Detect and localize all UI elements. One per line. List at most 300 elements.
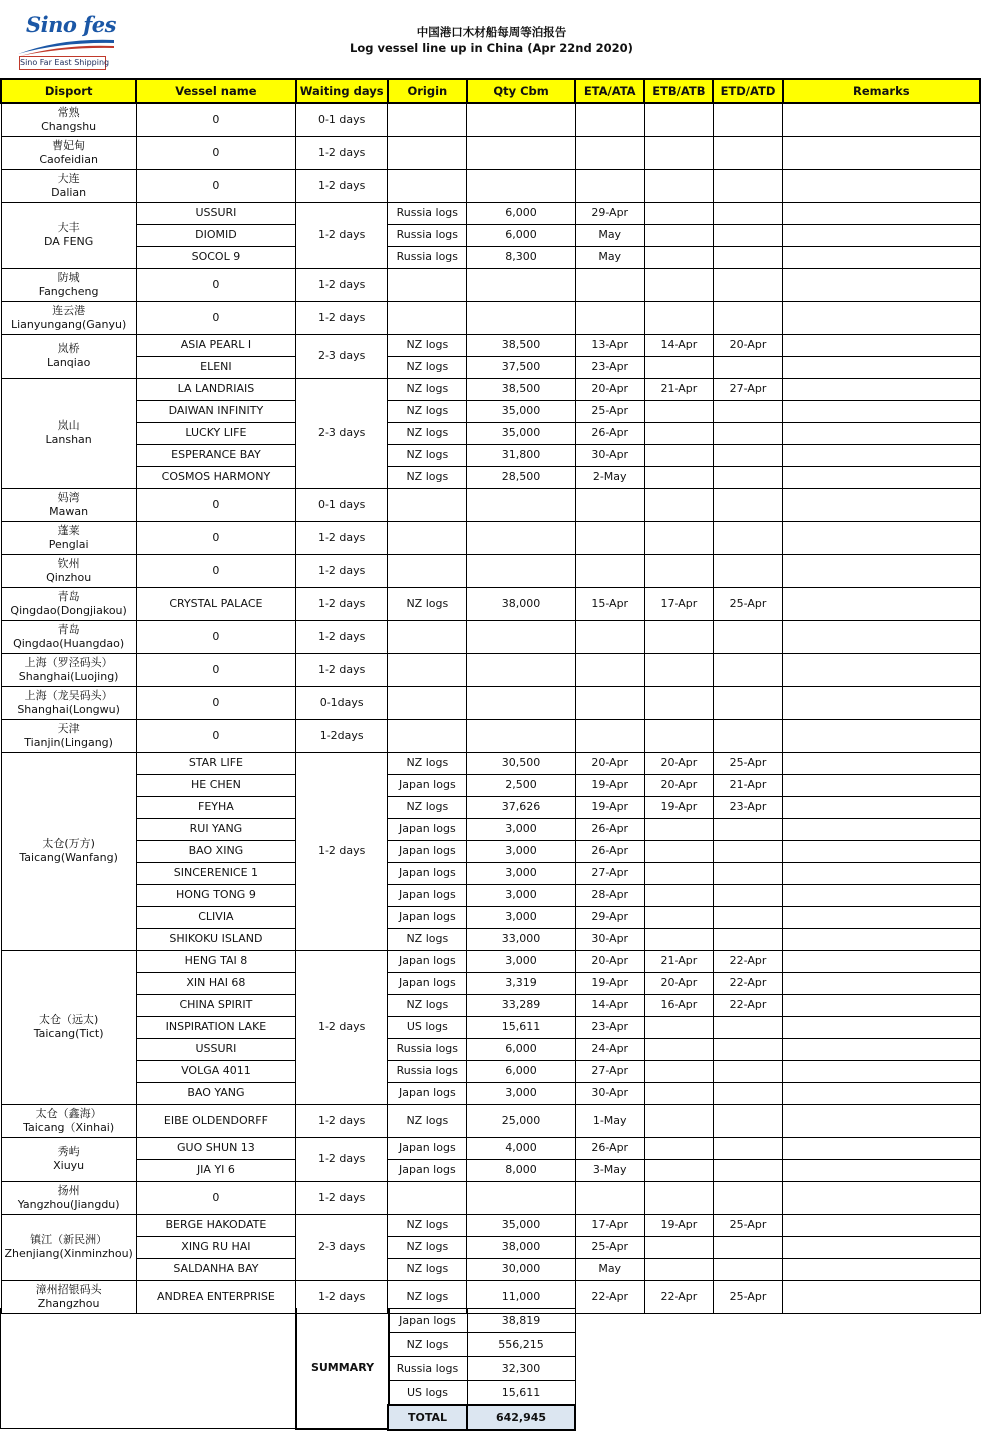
disport-name-cn: 太仓（鑫海） <box>35 1106 102 1120</box>
eta-ata <box>575 136 644 169</box>
qty-cbm: 3,000 <box>467 906 575 928</box>
disport-name-cn: 漳州招银码头 <box>35 1282 102 1296</box>
remarks <box>783 202 980 224</box>
vessel-name: COSMOS HARMONY <box>136 466 295 488</box>
remarks <box>783 400 980 422</box>
qty-cbm: 4,000 <box>467 1137 575 1159</box>
qty-cbm: 3,000 <box>467 818 575 840</box>
disport-cell <box>1 103 136 136</box>
summary-row <box>388 1357 575 1381</box>
qty-cbm: 3,000 <box>467 1082 575 1104</box>
origin <box>388 554 467 587</box>
etd-atd <box>713 620 782 653</box>
disport-name-en: Qinzhou <box>46 570 92 584</box>
table-row <box>1 400 980 422</box>
qty-cbm: 30,500 <box>467 752 575 774</box>
qty-cbm: 38,000 <box>467 1236 575 1258</box>
origin: Russia logs <box>388 1060 467 1082</box>
table-row <box>1 752 980 774</box>
eta-ata: 29-Apr <box>575 906 644 928</box>
disport-cell <box>1 752 136 950</box>
eta-ata: May <box>575 224 644 246</box>
origin: NZ logs <box>388 587 467 620</box>
waiting-days: 1-2 days <box>296 136 388 169</box>
etd-atd: 25-Apr <box>713 1214 782 1236</box>
header-origin: Origin <box>388 79 467 103</box>
origin: Japan logs <box>388 950 467 972</box>
etb-atb <box>644 719 713 752</box>
etd-atd <box>713 1104 782 1137</box>
eta-ata <box>575 554 644 587</box>
etb-atb <box>644 1258 713 1280</box>
qty-cbm: 6,000 <box>467 1060 575 1082</box>
origin: US logs <box>388 1016 467 1038</box>
table-row <box>1 103 980 136</box>
qty-cbm <box>467 103 575 136</box>
waiting-days: 1-2 days <box>296 202 388 268</box>
waiting-days: 1-2 days <box>296 301 388 334</box>
origin: NZ logs <box>388 378 467 400</box>
remarks <box>783 268 980 301</box>
disport-name-en: Xiuyu <box>53 1159 85 1172</box>
vessel-name: 0 <box>136 103 295 136</box>
qty-cbm: 3,000 <box>467 884 575 906</box>
eta-ata: 26-Apr <box>575 1137 644 1159</box>
remarks <box>783 686 980 719</box>
disport-name-en: Shanghai(Longwu) <box>17 702 120 716</box>
qty-cbm: 11,000 <box>467 1280 575 1313</box>
summary-row <box>388 1309 575 1333</box>
etb-atb <box>644 1038 713 1060</box>
etb-atb <box>644 554 713 587</box>
etb-atb <box>644 840 713 862</box>
etb-atb: 21-Apr <box>644 378 713 400</box>
remarks <box>783 752 980 774</box>
disport-name-cn: 青岛 <box>57 589 80 603</box>
table-row <box>1 1181 980 1214</box>
remarks <box>783 1016 980 1038</box>
summary-origin: US logs <box>388 1381 467 1406</box>
header-remarks: Remarks <box>783 79 980 103</box>
eta-ata: 26-Apr <box>575 818 644 840</box>
etd-atd <box>713 906 782 928</box>
eta-ata <box>575 301 644 334</box>
remarks <box>783 1236 980 1258</box>
eta-ata: 26-Apr <box>575 422 644 444</box>
vessel-name: STAR LIFE <box>136 752 295 774</box>
remarks <box>783 774 980 796</box>
disport-name-cn: 妈湾 <box>57 490 80 504</box>
qty-cbm <box>467 521 575 554</box>
qty-cbm <box>467 488 575 521</box>
disport-cell <box>1 653 136 686</box>
qty-cbm <box>467 301 575 334</box>
origin: Japan logs <box>388 906 467 928</box>
origin: NZ logs <box>388 1104 467 1137</box>
table-row <box>1 136 980 169</box>
vessel-name: 0 <box>136 719 295 752</box>
etd-atd <box>713 400 782 422</box>
etd-atd <box>713 818 782 840</box>
eta-ata: 30-Apr <box>575 1082 644 1104</box>
waiting-days: 1-2 days <box>296 521 388 554</box>
waiting-days: 1-2 days <box>296 950 388 1104</box>
remarks <box>783 356 980 378</box>
etd-atd <box>713 928 782 950</box>
disport-name-en: Shanghai(Luojing) <box>18 669 119 683</box>
eta-ata <box>575 268 644 301</box>
remarks <box>783 554 980 587</box>
disport-name-cn: 上海（龙吴码头） <box>24 688 113 702</box>
summary-spacer <box>0 1308 295 1429</box>
eta-ata: 2-May <box>575 466 644 488</box>
remarks <box>783 103 980 136</box>
etd-atd <box>713 301 782 334</box>
etd-atd: 25-Apr <box>713 1280 782 1313</box>
remarks <box>783 1104 980 1137</box>
vessel-name: HE CHEN <box>136 774 295 796</box>
remarks <box>783 1214 980 1236</box>
etb-atb <box>644 202 713 224</box>
disport-name-en: Zhenjiang(Xinminzhou) <box>4 1247 133 1260</box>
etb-atb <box>644 422 713 444</box>
vessel-name: 0 <box>136 488 295 521</box>
etd-atd <box>713 444 782 466</box>
origin: NZ logs <box>388 928 467 950</box>
origin: Japan logs <box>388 862 467 884</box>
etb-atb <box>644 488 713 521</box>
remarks <box>783 1137 980 1159</box>
etd-atd <box>713 1038 782 1060</box>
disport-name-cn: 太仓（远太) <box>38 1013 99 1026</box>
origin <box>388 686 467 719</box>
etd-atd <box>713 719 782 752</box>
disport-name-cn: 钦州 <box>57 556 80 570</box>
eta-ata: 23-Apr <box>575 1016 644 1038</box>
table-row <box>1 1258 980 1280</box>
table-row <box>1 1082 980 1104</box>
origin: NZ logs <box>388 1280 467 1313</box>
etd-atd <box>713 422 782 444</box>
remarks <box>783 246 980 268</box>
table-row <box>1 334 980 356</box>
vessel-name: 0 <box>136 521 295 554</box>
vessel-name: 0 <box>136 653 295 686</box>
waiting-days: 1-2 days <box>296 620 388 653</box>
qty-cbm: 35,000 <box>467 422 575 444</box>
disport-cell <box>1 521 136 554</box>
eta-ata <box>575 719 644 752</box>
table-row <box>1 862 980 884</box>
origin: NZ logs <box>388 422 467 444</box>
remarks <box>783 928 980 950</box>
origin <box>388 301 467 334</box>
header-etb: ETB/ATB <box>644 79 713 103</box>
table-row <box>1 928 980 950</box>
disport-name-cn: 太仓(万方) <box>42 837 95 850</box>
disport-name-en: DA FENG <box>43 235 94 248</box>
disport-name-cn: 防城 <box>57 270 80 284</box>
etd-atd <box>713 466 782 488</box>
disport-name-en: Zhangzhou <box>37 1296 100 1310</box>
qty-cbm: 33,000 <box>467 928 575 950</box>
table-row <box>1 774 980 796</box>
disport-name-en: Qingdao(Dongjiakou) <box>10 603 127 617</box>
eta-ata: 29-Apr <box>575 202 644 224</box>
qty-cbm: 31,800 <box>467 444 575 466</box>
qty-cbm: 6,000 <box>467 224 575 246</box>
vessel-name: 0 <box>136 554 295 587</box>
etb-atb <box>644 444 713 466</box>
qty-cbm <box>467 653 575 686</box>
disport-cell <box>1 1137 136 1181</box>
table-row <box>1 840 980 862</box>
eta-ata: 26-Apr <box>575 840 644 862</box>
qty-cbm <box>467 554 575 587</box>
vessel-name: SHIKOKU ISLAND <box>136 928 295 950</box>
header-qty-cbm: Qty Cbm <box>467 79 575 103</box>
vessel-name: USSURI <box>136 202 295 224</box>
table-row <box>1 268 980 301</box>
qty-cbm <box>467 169 575 202</box>
table-row <box>1 521 980 554</box>
table-row <box>1 1159 980 1181</box>
disport-name-en: Fangcheng <box>38 284 99 298</box>
etd-atd <box>713 1258 782 1280</box>
remarks <box>783 224 980 246</box>
eta-ata <box>575 169 644 202</box>
disport-name-en: Caofeidian <box>39 152 98 166</box>
etb-atb: 22-Apr <box>644 1280 713 1313</box>
remarks <box>783 862 980 884</box>
waiting-days: 1-2 days <box>296 268 388 301</box>
qty-cbm: 38,000 <box>467 587 575 620</box>
origin <box>388 620 467 653</box>
table-header-row <box>1 79 980 103</box>
waiting-days: 1-2 days <box>296 554 388 587</box>
table-row <box>1 444 980 466</box>
vessel-name: DIOMID <box>136 224 295 246</box>
table-row <box>1 1214 980 1236</box>
etd-atd <box>713 1082 782 1104</box>
etd-atd: 20-Apr <box>713 334 782 356</box>
waiting-days: 1-2 days <box>296 169 388 202</box>
remarks <box>783 1038 980 1060</box>
eta-ata: 30-Apr <box>575 928 644 950</box>
waiting-days: 0-1 days <box>296 488 388 521</box>
qty-cbm: 25,000 <box>467 1104 575 1137</box>
disport-name-cn: 曹妃甸 <box>52 138 86 152</box>
remarks <box>783 521 980 554</box>
table-row <box>1 356 980 378</box>
waiting-days: 0-1days <box>296 686 388 719</box>
vessel-name: ASIA PEARL I <box>136 334 295 356</box>
etb-atb <box>644 301 713 334</box>
vessel-name: 0 <box>136 686 295 719</box>
table-row <box>1 246 980 268</box>
qty-cbm: 30,000 <box>467 1258 575 1280</box>
remarks <box>783 972 980 994</box>
origin: NZ logs <box>388 334 467 356</box>
vessel-name: LA LANDRIAIS <box>136 378 295 400</box>
eta-ata: 19-Apr <box>575 796 644 818</box>
etd-atd <box>713 1236 782 1258</box>
etd-atd <box>713 246 782 268</box>
vessel-name: BERGE HAKODATE <box>136 1214 295 1236</box>
qty-cbm: 8,000 <box>467 1159 575 1181</box>
disport-name-cn: 大连 <box>57 171 80 185</box>
eta-ata: 28-Apr <box>575 884 644 906</box>
etb-atb: 20-Apr <box>644 752 713 774</box>
disport-cell <box>1 136 136 169</box>
etb-atb <box>644 1104 713 1137</box>
vessel-name: XING RU HAI <box>136 1236 295 1258</box>
vessel-name: INSPIRATION LAKE <box>136 1016 295 1038</box>
etd-atd <box>713 653 782 686</box>
eta-ata: 22-Apr <box>575 1280 644 1313</box>
summary-qty: 32,300 <box>467 1357 575 1381</box>
etd-atd <box>713 1159 782 1181</box>
etb-atb: 16-Apr <box>644 994 713 1016</box>
origin: Russia logs <box>388 1038 467 1060</box>
etb-atb <box>644 862 713 884</box>
header-etd: ETD/ATD <box>713 79 782 103</box>
vessel-name: ESPERANCE BAY <box>136 444 295 466</box>
qty-cbm <box>467 1181 575 1214</box>
remarks <box>783 378 980 400</box>
summary-section <box>0 1308 981 1430</box>
table-row <box>1 1104 980 1137</box>
eta-ata: 1-May <box>575 1104 644 1137</box>
origin <box>388 169 467 202</box>
vessel-name: RUI YANG <box>136 818 295 840</box>
summary-origin: NZ logs <box>388 1333 467 1357</box>
disport-name-en: Lanqiao <box>46 356 91 369</box>
remarks <box>783 334 980 356</box>
remarks <box>783 1082 980 1104</box>
eta-ata: 20-Apr <box>575 950 644 972</box>
table-row <box>1 466 980 488</box>
table-row <box>1 653 980 686</box>
table-row <box>1 301 980 334</box>
origin <box>388 653 467 686</box>
etd-atd <box>713 862 782 884</box>
waiting-days: 2-3 days <box>296 1214 388 1280</box>
disport-name-cn: 青岛 <box>57 622 80 636</box>
summary-origin: Japan logs <box>388 1309 467 1333</box>
vessel-name: DAIWAN INFINITY <box>136 400 295 422</box>
vessel-name: 0 <box>136 301 295 334</box>
vessel-name: 0 <box>136 620 295 653</box>
origin: Japan logs <box>388 818 467 840</box>
qty-cbm: 35,000 <box>467 1214 575 1236</box>
qty-cbm <box>467 686 575 719</box>
etd-atd <box>713 1137 782 1159</box>
origin: Russia logs <box>388 246 467 268</box>
disport-name-cn: 蓬莱 <box>57 523 80 537</box>
origin: Japan logs <box>388 1082 467 1104</box>
disport-name-cn: 岚桥 <box>57 342 80 355</box>
header-waiting-days: Waiting days <box>296 79 388 103</box>
disport-name-en: Taicang(Wanfang) <box>19 851 118 864</box>
vessel-name: 0 <box>136 268 295 301</box>
origin: NZ logs <box>388 1214 467 1236</box>
etb-atb <box>644 1016 713 1038</box>
summary-label: SUMMARY <box>295 1308 390 1430</box>
etd-atd <box>713 169 782 202</box>
qty-cbm: 15,611 <box>467 1016 575 1038</box>
disport-cell <box>1 1181 136 1214</box>
eta-ata: 20-Apr <box>575 752 644 774</box>
origin <box>388 719 467 752</box>
etb-atb <box>644 521 713 554</box>
qty-cbm: 8,300 <box>467 246 575 268</box>
report-header <box>0 0 983 78</box>
table-row <box>1 994 980 1016</box>
waiting-days: 1-2 days <box>296 1137 388 1181</box>
disport-cell <box>1 378 136 488</box>
remarks <box>783 136 980 169</box>
remarks <box>783 1060 980 1082</box>
qty-cbm: 37,626 <box>467 796 575 818</box>
etb-atb: 20-Apr <box>644 774 713 796</box>
eta-ata: 15-Apr <box>575 587 644 620</box>
waiting-days: 1-2 days <box>296 1280 388 1313</box>
vessel-name: JIA YI 6 <box>136 1159 295 1181</box>
qty-cbm: 33,289 <box>467 994 575 1016</box>
vessel-name: 0 <box>136 1181 295 1214</box>
disport-name-cn: 大丰 <box>57 221 80 234</box>
eta-ata: May <box>575 246 644 268</box>
etd-atd: 23-Apr <box>713 796 782 818</box>
qty-cbm <box>467 719 575 752</box>
remarks <box>783 653 980 686</box>
disport-name-cn: 镇江（新民洲） <box>30 1233 108 1246</box>
logo-brand: Sino fes <box>26 12 116 37</box>
etb-atb: 21-Apr <box>644 950 713 972</box>
waiting-days: 1-2 days <box>296 653 388 686</box>
remarks <box>783 818 980 840</box>
etb-atb <box>644 928 713 950</box>
disport-name-cn: 扬州 <box>57 1183 80 1197</box>
disport-name-en: Tianjin(Lingang) <box>24 735 113 749</box>
qty-cbm <box>467 620 575 653</box>
summary-total-row <box>388 1405 575 1430</box>
origin <box>388 268 467 301</box>
table-row <box>1 202 980 224</box>
eta-ata: 25-Apr <box>575 1236 644 1258</box>
etd-atd <box>713 356 782 378</box>
eta-ata: 27-Apr <box>575 1060 644 1082</box>
etb-atb <box>644 818 713 840</box>
vessel-name: HONG TONG 9 <box>136 884 295 906</box>
remarks <box>783 1181 980 1214</box>
etd-atd <box>713 554 782 587</box>
remarks <box>783 994 980 1016</box>
origin: Russia logs <box>388 202 467 224</box>
vessel-name: XIN HAI 68 <box>136 972 295 994</box>
waiting-days: 1-2 days <box>296 1104 388 1137</box>
etd-atd <box>713 1060 782 1082</box>
vessel-lineup-table <box>0 78 981 1314</box>
waiting-days: 1-2 days <box>296 1181 388 1214</box>
origin: NZ logs <box>388 796 467 818</box>
etd-atd <box>713 268 782 301</box>
table-row <box>1 620 980 653</box>
etb-atb <box>644 1082 713 1104</box>
disport-name-cn: 天津 <box>57 721 80 735</box>
table-row <box>1 1060 980 1082</box>
